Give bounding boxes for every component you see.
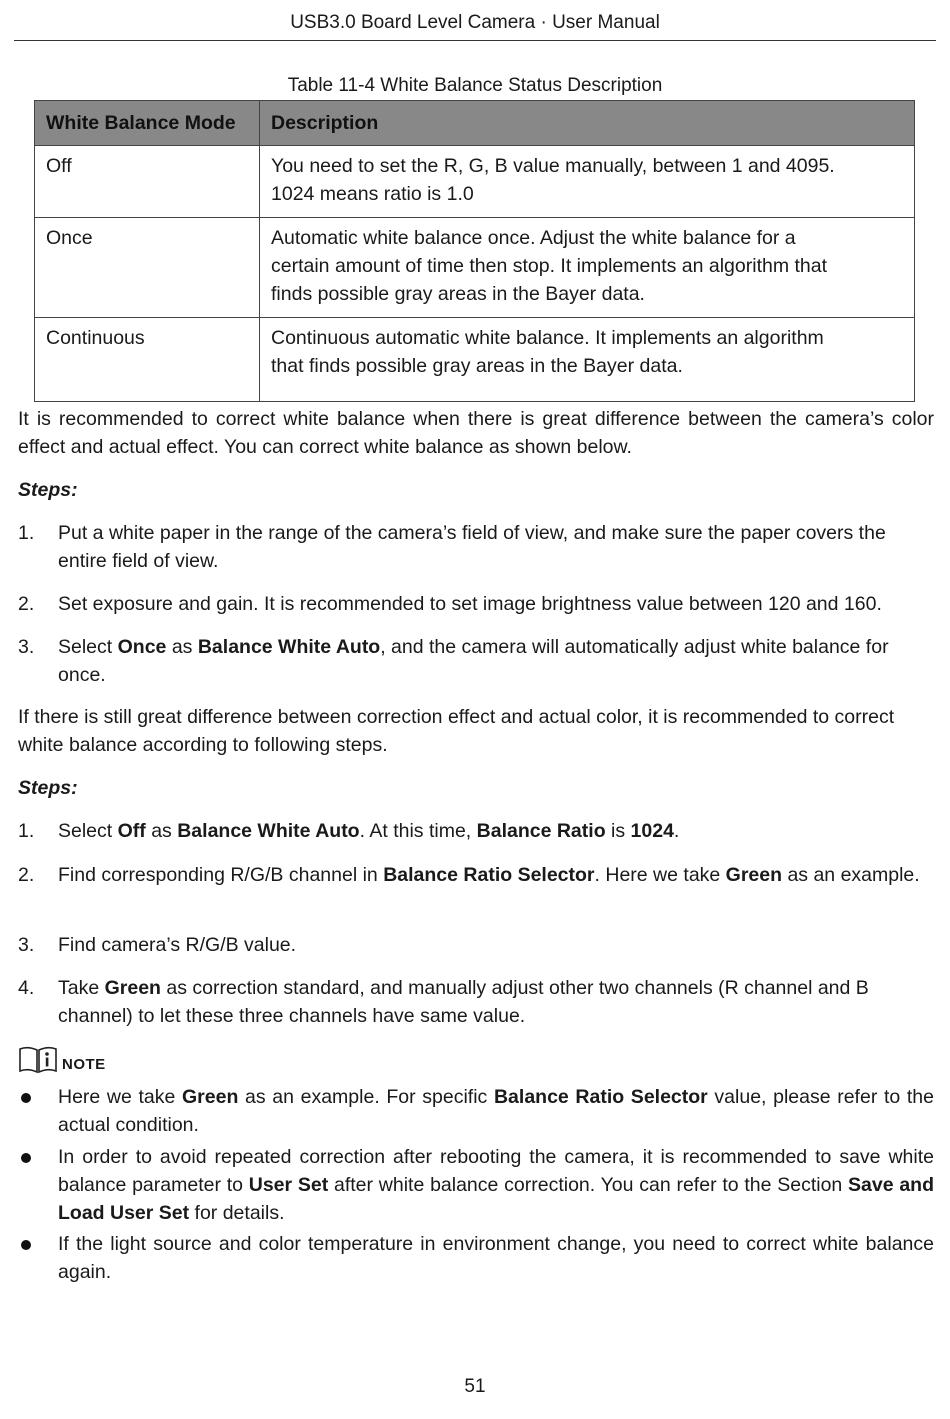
- description-cell: [260, 318, 915, 402]
- description-cell: [260, 146, 915, 218]
- step-text: Select Once as Balance White Auto, and the camera will automatically adjust white balance for once.: [58, 636, 889, 686]
- step-text: Take Green as correction standard, and manually adjust other two channels (R channel and B channel) to let these three channels have same value.: [58, 977, 869, 1027]
- note-item: [18, 1230, 934, 1286]
- page-number: 51: [464, 1376, 486, 1397]
- step-item: [18, 861, 934, 889]
- bullet-icon: [21, 1093, 31, 1103]
- bullet-icon: [21, 1240, 31, 1250]
- table-row: [35, 146, 915, 218]
- description-cell: [260, 218, 915, 318]
- step-number: 1.: [18, 820, 35, 842]
- note-text: Here we take Green as an example. For specific Balance Ratio Selector value, please refer to the actual condition.: [58, 1086, 934, 1136]
- table-header-row: [35, 101, 915, 146]
- step-item: [18, 519, 934, 575]
- description-line: Automatic white balance once. Adjust the white balance for a: [271, 227, 796, 249]
- note-text: In order to avoid repeated correction after rebooting the camera, it is recommended to save white balance parameter to User Set after white balance correction. You can refer to the Section Save and Load User Set for details.: [58, 1146, 935, 1224]
- step-item: [18, 590, 934, 618]
- steps-label: Steps:: [18, 777, 78, 799]
- info-book-icon: [18, 1046, 58, 1079]
- mode-cell: Off: [35, 146, 260, 218]
- step-number: 4.: [18, 977, 35, 999]
- table-caption: Table 11-4 White Balance Status Description: [287, 75, 663, 96]
- bullet-icon: [21, 1153, 31, 1163]
- note-item: [18, 1083, 934, 1139]
- page-header: [14, 8, 936, 41]
- description-line: Continuous automatic white balance. It implements an algorithm: [271, 327, 824, 349]
- step-item: [18, 974, 934, 1030]
- note-label: NOTE: [62, 1056, 106, 1073]
- header-title: USB3.0 Board Level Camera · User Manual: [290, 12, 660, 33]
- step-number: 2.: [18, 593, 35, 615]
- step-number: 3.: [18, 934, 35, 956]
- step-number: 3.: [18, 636, 35, 658]
- step-item: [18, 633, 934, 689]
- note-item: [18, 1143, 934, 1227]
- step-text: Select Off as Balance White Auto. At this time, Balance Ratio is 1024.: [58, 820, 680, 842]
- step-text: Put a white paper in the range of the camera’s field of view, and make sure the paper covers the entire field of view.: [58, 522, 886, 572]
- description-line: finds possible gray areas in the Bayer data.: [271, 283, 645, 305]
- step-text: Find corresponding R/G/B channel in Balance Ratio Selector. Here we take Green as an example.: [58, 864, 920, 886]
- step-item: [18, 817, 934, 845]
- table-row: [35, 318, 915, 402]
- step-number: 2.: [18, 864, 35, 886]
- column-header-description: Description: [260, 101, 915, 146]
- mode-cell: Continuous: [35, 318, 260, 402]
- mode-cell: Once: [35, 218, 260, 318]
- step-number: 1.: [18, 522, 35, 544]
- intro-paragraph: It is recommended to correct white balance when there is great difference between the camera’s color effect and actual effect. You can correct white balance as shown below.: [18, 408, 934, 458]
- description-line: that finds possible gray areas in the Bayer data.: [271, 355, 683, 377]
- table-row: [35, 218, 915, 318]
- steps-label: Steps:: [18, 479, 78, 501]
- column-header-mode: White Balance Mode: [35, 101, 260, 146]
- description-line: certain amount of time then stop. It implements an algorithm that: [271, 255, 828, 277]
- step-text: Find camera’s R/G/B value.: [58, 934, 297, 956]
- description-line: You need to set the R, G, B value manually, between 1 and 4095.: [271, 155, 835, 177]
- step-item: [18, 931, 934, 959]
- description-line: 1024 means ratio is 1.0: [271, 183, 474, 205]
- step-text: Set exposure and gain. It is recommended to set image brightness value between 120 and 160.: [58, 593, 882, 615]
- note-text: If the light source and color temperature in environment change, you need to correct white balance again.: [58, 1233, 934, 1283]
- middle-paragraph: If there is still great difference between correction effect and actual color, it is recommended to correct white balance according to following steps.: [18, 706, 895, 756]
- note-heading: [18, 1046, 138, 1076]
- white-balance-table: [34, 100, 915, 402]
